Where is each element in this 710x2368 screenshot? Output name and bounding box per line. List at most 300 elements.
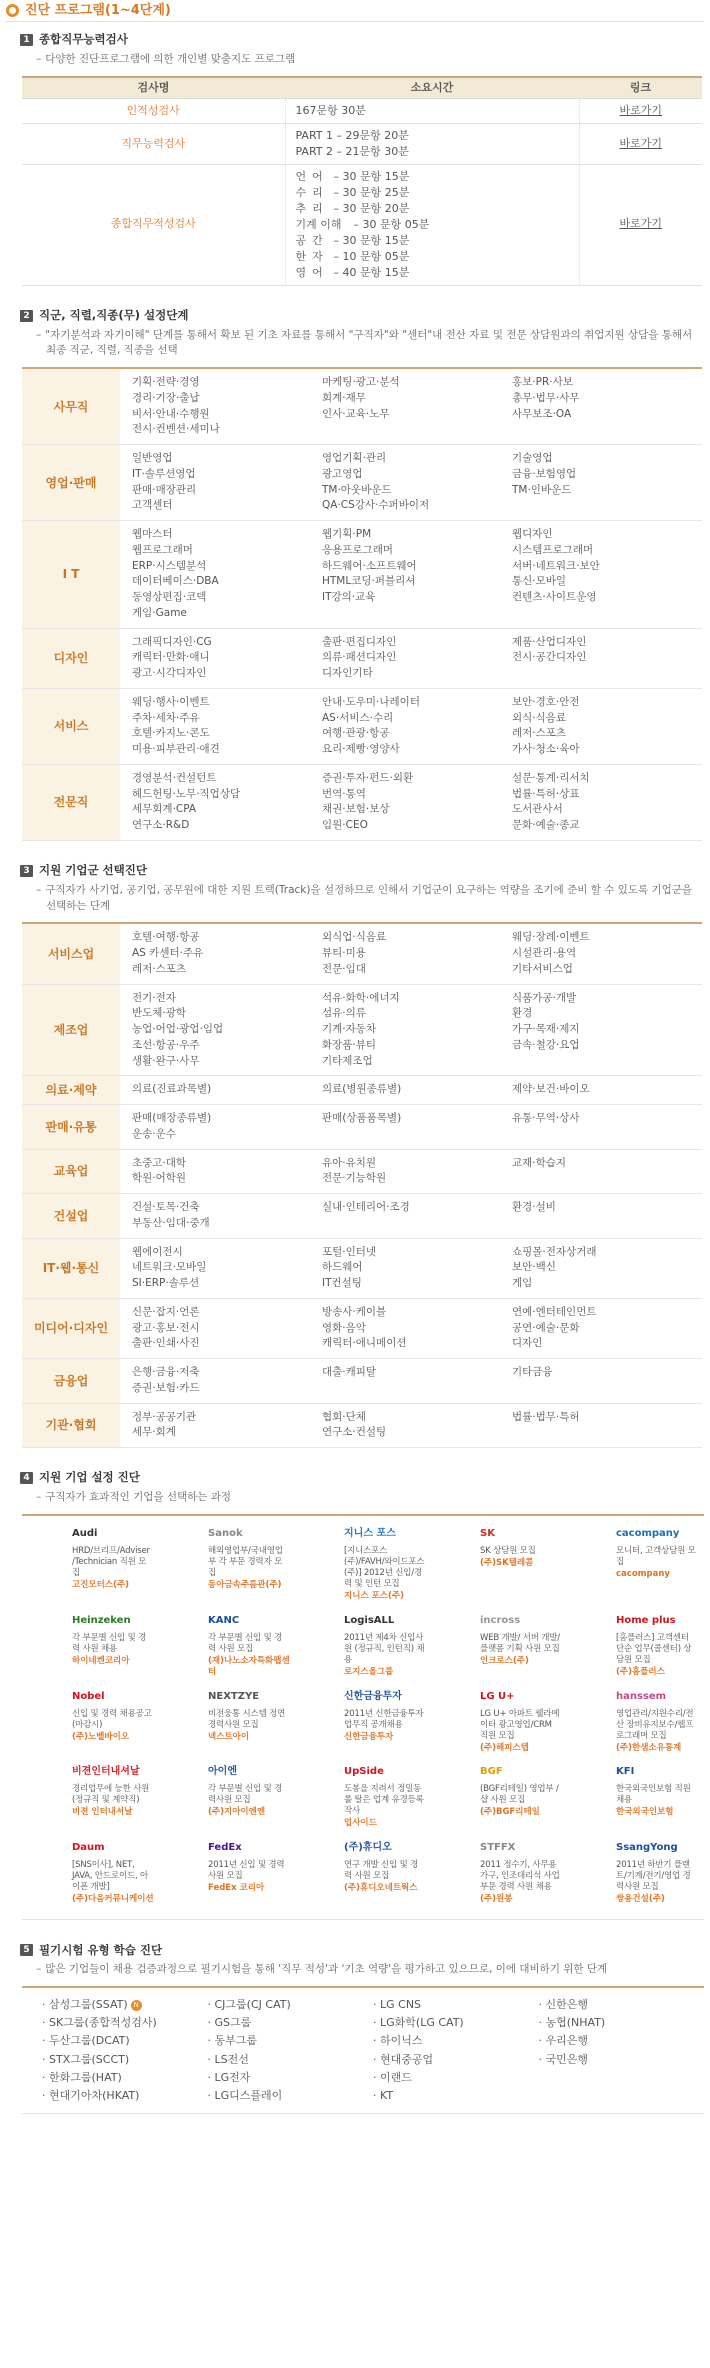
exam-item[interactable] — [539, 1996, 705, 2014]
category-item: 보안·백신 — [512, 1261, 556, 1274]
company-job-desc: HRD/브리프/Adviser /Technician 직원 모집 — [72, 1545, 150, 1578]
company-card[interactable] — [566, 1762, 702, 1830]
company-card[interactable] — [158, 1762, 294, 1830]
category-column — [512, 1156, 702, 1188]
company-card[interactable] — [294, 1524, 430, 1603]
category-column — [322, 375, 512, 438]
company-logo: NEXTZYE — [208, 1690, 260, 1702]
category-item: 회계·재무 — [322, 391, 366, 404]
exam-time-line: PART 2 – 21문항 30분 — [295, 145, 409, 159]
company-name: (주)SK텔레콤 — [480, 1557, 534, 1568]
company-name: 인크로스(주) — [480, 1655, 529, 1666]
company-job-desc: (BGF리테일) 영업부 / 샵 사원 모집 — [480, 1784, 559, 1806]
company-card[interactable] — [430, 1762, 566, 1830]
company-name: 신한금융투자 — [344, 1731, 394, 1742]
company-job-desc: WEB 개발/ 서버 개발/ 플랫폼 기획 사원 모집 — [480, 1632, 560, 1654]
category-item: 시설관리·용역 — [512, 947, 577, 960]
category-item: 전문·기능학원 — [322, 1172, 387, 1185]
exam-item[interactable] — [42, 1996, 208, 2014]
category-column — [132, 771, 322, 834]
category-column — [132, 991, 322, 1070]
category-item: 외식업·식음료 — [322, 931, 387, 944]
category-items — [120, 765, 702, 840]
section-number-badge: 5 — [20, 1944, 33, 1956]
exam-type-list — [22, 1986, 704, 2114]
section-2-desc-line: "자기분석과 자기이해" 단계를 통해서 확보 된 기초 자료를 통해서 "구직자"와 "센터"내 전산 자료 및 전문 상담원과의 취업지원 상담을 통해서 — [45, 328, 693, 341]
subtest-time: – 10 문항 05분 — [333, 249, 410, 263]
category-row — [22, 521, 702, 629]
category-row — [22, 445, 702, 521]
category-label: 교육업 — [22, 1150, 120, 1194]
category-column — [322, 451, 512, 514]
company-logo: incross — [480, 1614, 521, 1626]
category-items — [120, 924, 702, 983]
company-job-desc: 2011년 하반기 플랜트/기계/전기/영업 경력사원 모집 — [616, 1859, 691, 1892]
page-title-text: 진단 프로그램(1~4단계) — [25, 2, 171, 18]
category-item: 의류·패션디자인 — [322, 651, 397, 664]
bullet-icon: · — [42, 2016, 49, 2030]
shortcut-link[interactable]: 바로가기 — [619, 103, 662, 117]
logo-row — [22, 1762, 704, 1830]
company-card[interactable] — [294, 1611, 430, 1679]
category-item: 도서관사서 — [512, 803, 563, 816]
company-logo: SsangYong — [616, 1842, 678, 1854]
category-item: 제약·보건·바이오 — [512, 1083, 590, 1096]
category-item: 쇼핑몰·전자상거래 — [512, 1245, 597, 1258]
section-4-desc: – 구직자가 효과적인 기업을 선택하는 과정 — [36, 1491, 232, 1504]
category-row — [22, 1299, 702, 1359]
exam-item[interactable] — [208, 2051, 374, 2069]
category-row — [22, 1150, 702, 1195]
category-item: 공연·예술·문화 — [512, 1321, 580, 1334]
exam-item[interactable] — [208, 2014, 374, 2032]
category-label: 금융업 — [22, 1359, 120, 1403]
subtest-name: 공간 — [295, 233, 329, 247]
company-name: 한국외국인보험 — [616, 1807, 674, 1818]
category-item: 사무보조·OA — [512, 407, 572, 420]
exam-item-label: 두산그룹(DCAT) — [49, 2034, 130, 2048]
category-column — [132, 451, 322, 514]
category-label: 서비스업 — [22, 924, 120, 983]
company-logo: Sanok — [208, 1528, 243, 1540]
category-item: 임원·CEO — [322, 819, 368, 832]
category-item: 웨딩·행사·이벤트 — [132, 695, 210, 708]
exam-time — [285, 124, 579, 165]
company-card[interactable] — [158, 1687, 294, 1755]
company-card[interactable] — [158, 1524, 294, 1603]
exam-name: 종합직무적성검사 — [22, 165, 285, 286]
company-name: (주)다음커뮤니케이션 — [72, 1893, 154, 1904]
company-card[interactable] — [566, 1838, 702, 1906]
bullet-icon: · — [42, 1998, 49, 2012]
company-card[interactable] — [22, 1524, 158, 1603]
category-item: 영화·음악 — [322, 1321, 366, 1334]
company-name: 쌍용건설(주) — [616, 1893, 665, 1904]
exam-time-line: PART 1 – 29문항 20분 — [295, 129, 409, 143]
category-item: 초중고·대학 — [132, 1156, 187, 1169]
category-column — [512, 1082, 702, 1098]
company-name: (주)원봉 — [480, 1893, 513, 1904]
category-row — [22, 924, 702, 984]
category-item: 금융·보험영업 — [512, 467, 577, 480]
subtest-time: – 30 문항 25분 — [333, 186, 410, 199]
company-name: 고진모터스(주) — [72, 1580, 130, 1591]
bullet-icon: · — [373, 2016, 380, 2030]
company-card[interactable] — [158, 1838, 294, 1906]
company-card[interactable] — [294, 1687, 430, 1755]
category-column — [132, 375, 322, 438]
category-row — [22, 765, 702, 841]
company-name: (주)홈플러스 — [616, 1666, 665, 1677]
subtest-row — [296, 265, 569, 281]
company-logo: Heinzeken — [72, 1614, 131, 1626]
category-items — [120, 1404, 702, 1448]
exam-item[interactable] — [208, 2032, 374, 2050]
shortcut-link[interactable]: 바로가기 — [619, 217, 662, 231]
exam-link-cell — [579, 124, 702, 165]
company-logo: STFFX — [480, 1842, 516, 1854]
category-item: 응용프로그래머 — [322, 543, 394, 556]
category-item: 컨텐츠·사이트운영 — [512, 591, 597, 604]
test-table — [22, 76, 702, 286]
exam-time-line: 167문항 30분 — [295, 104, 366, 118]
company-card[interactable] — [294, 1762, 430, 1830]
category-item: 요리·제빵·영양사 — [322, 743, 400, 756]
category-item: 광고영업 — [322, 467, 363, 480]
exam-item-label: 이랜드 — [380, 2070, 412, 2084]
subtest-time: – 30 문항 15분 — [333, 170, 410, 184]
col-header-link: 링크 — [579, 77, 702, 99]
category-item: 기술영업 — [512, 452, 553, 465]
category-item: 반도체·광학 — [132, 1007, 187, 1020]
category-column — [132, 1200, 322, 1232]
exam-time — [285, 99, 579, 124]
exam-item[interactable] — [42, 2032, 208, 2050]
exam-item[interactable] — [373, 2051, 539, 2069]
exam-item[interactable] — [539, 2051, 705, 2069]
category-row — [22, 689, 702, 765]
exam-link-cell — [579, 165, 702, 286]
subtest-name: 한자 — [295, 249, 329, 263]
exam-item-label: 우리은행 — [545, 2034, 589, 2048]
category-column — [132, 1245, 322, 1292]
category-column — [132, 1410, 322, 1442]
company-job-desc: 경리업무에 능한 사원(정규직 및 계약직) — [72, 1784, 150, 1806]
company-job-desc: 연구 개발 신입 및 경력 사원 모집 — [344, 1859, 419, 1881]
subtest-row — [296, 249, 569, 265]
category-item: 운송·운수 — [132, 1127, 176, 1140]
company-card[interactable] — [294, 1838, 430, 1906]
category-item: 연구소·R&D — [132, 819, 190, 832]
company-job-desc: 도봉을 지려서 정밀동롤 탈은 업계 유경등록 작사 — [344, 1784, 424, 1817]
category-item: 은행·금융·저축 — [132, 1366, 200, 1379]
category-item: QA·CS강사·수퍼바이저 — [322, 499, 430, 512]
exam-item-label: 신한은행 — [545, 1998, 589, 2012]
company-name: FedEx 코리아 — [208, 1882, 265, 1893]
company-name: 하이네켄코리아 — [72, 1655, 130, 1666]
exam-item[interactable] — [208, 2087, 374, 2105]
section-3-heading — [20, 863, 704, 879]
company-name: 업사이드 — [344, 1818, 377, 1829]
bullet-icon: · — [207, 1998, 215, 2012]
exam-item[interactable] — [373, 2014, 539, 2032]
category-column — [512, 451, 702, 514]
category-item: 건설·토목·건축 — [132, 1201, 200, 1214]
category-item: 그래픽디자인·CG — [132, 635, 212, 648]
category-items — [120, 629, 702, 688]
exam-item[interactable] — [373, 2069, 539, 2087]
category-row — [22, 1359, 702, 1404]
exam-item[interactable] — [42, 2014, 208, 2032]
section-4-desc-text: 구직자가 효과적인 기업을 선택하는 과정 — [45, 1491, 232, 1504]
company-card[interactable] — [22, 1838, 158, 1906]
category-item: 연구소·컨설팅 — [322, 1426, 387, 1439]
section-5-desc: – 많은 기업들이 채용 검증과정으로 필기시험을 통해 '직무 적성'과 '기초 역량'을 평가하고 있으므로, 이에 대비하기 위한 단계 — [36, 1963, 608, 1976]
exam-item-label: SK그룹(종합적성검사) — [49, 2016, 157, 2030]
category-item: 하드웨어 — [322, 1261, 363, 1274]
category-item: 인사·교육·노무 — [322, 407, 390, 420]
category-column — [132, 930, 322, 977]
category-item: 네트워크·모바일 — [132, 1261, 207, 1274]
category-item: 석유·화학·에너지 — [322, 991, 400, 1004]
category-item: 헤드헌팅·노무·직업상담 — [132, 787, 241, 800]
section-2-desc: – "자기분석과 자기이해" 단계를 통해서 확보 된 기초 자료를 통해서 "구직자"와 "센터"내 전산 자료 및 전문 상담원과의 취업지원 상담을 통해서 최종 직군, 직렬, 직종을 선택 — [36, 328, 704, 360]
category-item: 경리·기장·출납 — [132, 391, 200, 404]
category-item: 유아·유치원 — [322, 1156, 377, 1169]
section-3 — [6, 863, 704, 1448]
category-column — [132, 1082, 322, 1098]
company-card[interactable] — [430, 1687, 566, 1755]
category-item: 번역·통역 — [322, 787, 366, 800]
category-item: 세무회계·CPA — [132, 803, 197, 816]
category-item: 주차·세차·주유 — [132, 711, 200, 724]
exam-item[interactable] — [42, 2069, 208, 2087]
category-item: 데이터베이스·DBA — [132, 575, 219, 588]
category-item: 전시·공간디자인 — [512, 651, 587, 664]
category-item: 뷰티·미용 — [322, 947, 366, 960]
subtest-name: 언어 — [295, 170, 329, 184]
category-column — [322, 1156, 512, 1188]
category-row — [22, 369, 702, 445]
category-row — [22, 1105, 702, 1150]
company-card[interactable] — [430, 1611, 566, 1679]
category-column — [322, 1111, 512, 1143]
company-name: 지니스 포스(주) — [344, 1591, 404, 1602]
company-job-desc: [홈플러스] 고객센터 단순 업무(콜센터) 상담원 모집 — [616, 1632, 692, 1665]
company-logo: LG U+ — [480, 1690, 515, 1702]
category-item: 전문·임대 — [322, 962, 366, 975]
company-card[interactable] — [566, 1611, 702, 1679]
company-card[interactable] — [566, 1687, 702, 1755]
shortcut-link[interactable]: 바로가기 — [619, 136, 662, 150]
category-item: 홍보·PR·사보 — [512, 376, 573, 389]
category-column — [512, 375, 702, 438]
category-item: 일반영업 — [132, 452, 173, 465]
exam-item[interactable] — [373, 1996, 539, 2014]
category-item: 법률·특허·상표 — [512, 787, 580, 800]
category-column — [512, 1365, 702, 1397]
company-name: cacompany — [616, 1568, 670, 1579]
section-3-desc: – 구직자가 사기업, 공기업, 공무원에 대한 지원 트랙(Track)을 설정하므로 인해서 기업군이 요구하는 역량을 조기에 준비 할 수 있도록 기업군을 선택하는 단계 — [36, 883, 704, 915]
category-item: 게임 — [512, 1277, 533, 1290]
category-item: 기계·자동차 — [322, 1023, 377, 1036]
bullet-icon: · — [207, 2088, 215, 2102]
category-item: 웹프로그래머 — [132, 543, 193, 556]
bullet-icon: · — [373, 1998, 380, 2012]
company-job-desc: 신입 및 경력 채용공고 (마감시) — [72, 1708, 152, 1730]
company-job-desc: 각 부문별 신입 및 경력사원 모집 — [208, 1784, 283, 1806]
bullet-icon: · — [373, 2070, 380, 2084]
category-item: 레저·스포츠 — [132, 962, 187, 975]
category-column — [132, 527, 322, 622]
exam-item[interactable] — [539, 2032, 705, 2050]
category-item: 신문·잡지·언론 — [132, 1305, 200, 1318]
subtest-name: 추리 — [295, 201, 329, 215]
category-item: 의료(병원종류별) — [322, 1083, 402, 1096]
exam-item[interactable] — [539, 2014, 705, 2032]
bullet-icon: · — [373, 2052, 380, 2066]
section-number-badge: 1 — [20, 34, 33, 46]
category-item: 금속·철강·요업 — [512, 1038, 580, 1051]
company-job-desc: 영업관리/지원수리/전산 장비유지보수/웹프로그래머 모집 — [616, 1708, 694, 1741]
category-item: 영업기획·관리 — [322, 452, 387, 465]
category-label: 사무직 — [22, 369, 120, 444]
category-column — [512, 1305, 702, 1352]
page-title — [6, 0, 704, 22]
category-item: IT·솔루션영업 — [132, 467, 196, 480]
category-column — [322, 695, 512, 758]
category-item: 웹마스터 — [132, 528, 173, 541]
category-item: IT강의·교육 — [322, 591, 376, 604]
exam-item[interactable] — [42, 2051, 208, 2069]
exam-item-label: 삼성그룹(SSAT) — [49, 1998, 128, 2012]
category-items — [120, 1150, 702, 1194]
company-card[interactable] — [430, 1838, 566, 1906]
category-column — [322, 991, 512, 1070]
company-card[interactable] — [22, 1611, 158, 1679]
company-card[interactable] — [158, 1611, 294, 1679]
company-card[interactable] — [566, 1524, 702, 1603]
category-item: ERP·시스템분석 — [132, 559, 207, 572]
company-logo: KANC — [208, 1614, 240, 1626]
category-item: 호텔·카지노·콘도 — [132, 727, 210, 740]
bullet-icon: · — [207, 2016, 215, 2030]
section-2-heading — [20, 308, 704, 324]
category-column — [322, 527, 512, 622]
subtest-name: 기계 이해 — [295, 217, 342, 231]
category-item: 제품·산업디자인 — [512, 635, 587, 648]
category-column — [322, 1082, 512, 1098]
company-card[interactable] — [22, 1762, 158, 1830]
category-column — [322, 1305, 512, 1352]
company-name: (주)휴디오네트웍스 — [344, 1882, 418, 1893]
company-job-desc: 해외영업부/국내영업부 각 부문 경력자 모집 — [208, 1545, 283, 1578]
category-column — [132, 635, 322, 682]
bullet-icon: · — [207, 2070, 215, 2084]
section-4-title: 지원 기업 설정 진단 — [39, 1470, 140, 1485]
exam-item[interactable] — [373, 2087, 539, 2105]
section-number-badge: 2 — [20, 310, 33, 322]
category-items — [120, 1076, 702, 1104]
category-item: 통신·모바일 — [512, 575, 567, 588]
company-job-desc: 2011년 신한금융투자 업무직 공개채용 — [344, 1708, 424, 1730]
category-label: 제조업 — [22, 985, 120, 1076]
category-item: 미용·피부관리·애견 — [132, 743, 220, 756]
exam-name: 인적성검사 — [22, 99, 285, 124]
company-name: 넥스트아이 — [208, 1731, 250, 1742]
category-item: 기획·전략·경영 — [132, 376, 200, 389]
exam-item-label: 하이닉스 — [380, 2034, 423, 2048]
category-column — [132, 695, 322, 758]
category-item: 디자인기타 — [322, 667, 373, 680]
category-items — [120, 1299, 702, 1358]
section-1 — [6, 32, 704, 286]
section-5-heading — [20, 1942, 704, 1958]
category-column — [322, 1200, 512, 1232]
exam-item[interactable] — [42, 2087, 208, 2105]
category-item: TM·아웃바운드 — [322, 483, 392, 496]
category-label: 기관·협회 — [22, 1404, 120, 1448]
category-item: 방송사·케이블 — [322, 1305, 387, 1318]
category-items — [120, 1105, 702, 1149]
company-logo: Daum — [72, 1842, 105, 1854]
category-item: 캐릭터·만화·애니 — [132, 651, 210, 664]
category-item: 디자인 — [512, 1337, 543, 1350]
category-items — [120, 445, 702, 520]
bullet-icon: · — [538, 2016, 546, 2030]
bullet-icon: · — [42, 2034, 49, 2048]
section-3-title: 지원 기업군 선택진단 — [39, 863, 147, 878]
exam-item[interactable] — [208, 2069, 374, 2087]
exam-item-label: 현대기아차(HKAT) — [49, 2088, 140, 2102]
exam-item[interactable] — [208, 1996, 374, 2014]
section-number-badge: 4 — [20, 1472, 33, 1484]
category-column — [512, 635, 702, 682]
company-card[interactable] — [430, 1524, 566, 1603]
company-job-desc: SK 상담원 모집 — [480, 1545, 536, 1556]
subtest-row — [296, 217, 569, 233]
category-row — [22, 1404, 702, 1449]
category-items — [120, 1239, 702, 1298]
category-item: 비서·안내·수행원 — [132, 407, 210, 420]
exam-item-label: LG디스플레이 — [214, 2088, 283, 2102]
category-label: 영업·판매 — [22, 445, 120, 520]
category-item: 농업·어업·광업·임업 — [132, 1023, 224, 1036]
category-column — [322, 635, 512, 682]
category-column — [132, 1305, 322, 1352]
category-column — [512, 1245, 702, 1292]
category-item: 가구·목재·제지 — [512, 1023, 580, 1036]
exam-item[interactable] — [373, 2032, 539, 2050]
category-item: 광고·홍보·전시 — [132, 1321, 200, 1334]
logo-row — [22, 1687, 704, 1755]
circle-bullet-icon — [6, 4, 19, 17]
category-item: 기타서비스업 — [512, 962, 573, 975]
category-item: 판매(상품품목별) — [322, 1112, 402, 1125]
category-item: 채권·보험·보상 — [322, 803, 390, 816]
company-logo: FedEx — [208, 1842, 242, 1854]
company-name: (주)노벨바이오 — [72, 1731, 130, 1742]
category-item: 세무·회계 — [132, 1426, 176, 1439]
category-column — [512, 1410, 702, 1442]
category-label: 건설업 — [22, 1194, 120, 1238]
category-column — [512, 930, 702, 977]
company-job-desc: [SNS이사], NET, JAVA, 안드로이드, 아이폰 개발] — [72, 1859, 148, 1892]
exam-item-label: LG화학(LG CAT) — [380, 2016, 464, 2030]
category-item: 웹기획·PM — [322, 528, 372, 541]
company-card[interactable] — [22, 1687, 158, 1755]
category-column — [512, 991, 702, 1070]
